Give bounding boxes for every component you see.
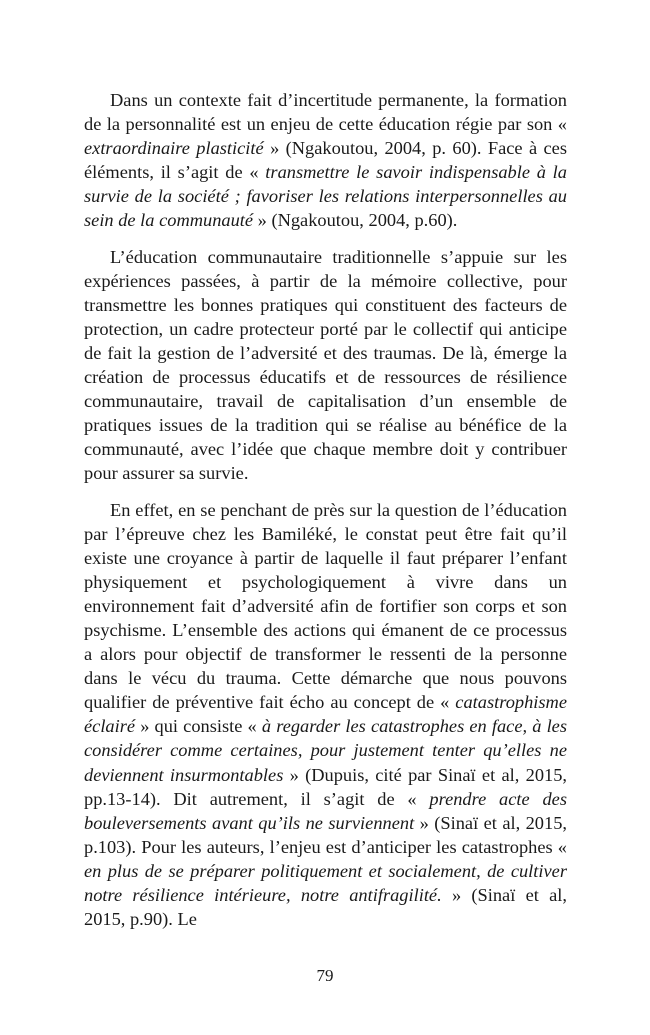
paragraph-1-segment-3: » (Ngakoutou, 2004, p. 60). Face à ces éléments, il s’agit de «: [84, 138, 567, 183]
paragraph-3-segment-9: » (Sinaï et al, 2015, p.90). Le: [84, 885, 567, 930]
paragraph-3-segment-2: catastrophisme éclairé: [84, 692, 567, 737]
paragraph-1-segment-1: Dans un contexte fait d’incertitude permanente, la formation de la personnalité est un enjeu de cette éducation régie par son «: [84, 90, 567, 135]
paragraph-2-segment-1: L’éducation communautaire traditionnelle s’appuie sur les expériences passées, à partir de la mémoire collective, pour transmettre les bonnes pratiques qui constituent des facteurs de protection, un cadre protecteur porté par le collectif qui anticipe de fait la gestion de l’adversité et des traumas. De là, émerge la création de processus éducatifs et de ressources de résilience communautaire, travail de capitalisation d’un ensemble de pratiques issues de la tradition qui se réalise au bénéfice de la communauté, avec l’idée que chaque membre doit y contribuer pour assurer sa survie.: [84, 246, 567, 484]
paragraph-3: [84, 498, 567, 932]
page-body: [84, 88, 567, 943]
page-number: 79: [316, 966, 334, 985]
paragraph-1: [84, 88, 567, 233]
paragraph-3-segment-3: » qui consiste «: [135, 716, 262, 737]
paragraph-3-segment-1: En effet, en se penchant de près sur la question de l’éducation par l’épreuve chez les Bamiléké, le constat peut être fait qu’il existe une croyance à partir de laquelle il faut préparer l’enfant physiquement et psychologiquement à vivre dans un environnement fait d’adversité afin de fortifier son corps et son psychisme. L’ensemble des actions qui émanent de ce processus a alors pour objectif de transformer le ressenti de la personne dans le vécu du trauma. Cette démarche que nous pouvons qualifier de préventive fait écho au concept de «: [84, 499, 567, 713]
paragraph-3-segment-5: » (Dupuis, cité par Sinaï et al, 2015, pp.13-14). Dit autrement, il s’agit de «: [84, 764, 568, 809]
paragraph-1-segment-5: » (Ngakoutou, 2004, p.60).: [253, 210, 458, 231]
paragraph-3-segment-7: » (Sinaï et al, 2015, p.103). Pour les auteurs, l’enjeu est d’anticiper les catastrophes «: [84, 812, 567, 857]
paragraph-2: [84, 245, 567, 486]
paragraph-1-segment-2: extraordinaire plasticité: [84, 138, 264, 159]
paragraph-3-segment-8: en plus de se préparer politiquement et socialement, de cultiver notre résilience intérieure, notre antifragilité.: [84, 860, 567, 905]
paragraph-3-segment-4: à regarder les catastrophes en face, à les considérer comme certaines, pour justement tenter qu’elles ne deviennent insurmontables: [84, 716, 567, 785]
paragraph-3-segment-6: prendre acte des bouleversements avant qu’ils ne surviennent: [84, 788, 567, 833]
paragraph-1-segment-4: transmettre le savoir indispensable à la survie de la société ; favoriser les relations interpersonnelles au sein de la communauté: [84, 162, 567, 231]
